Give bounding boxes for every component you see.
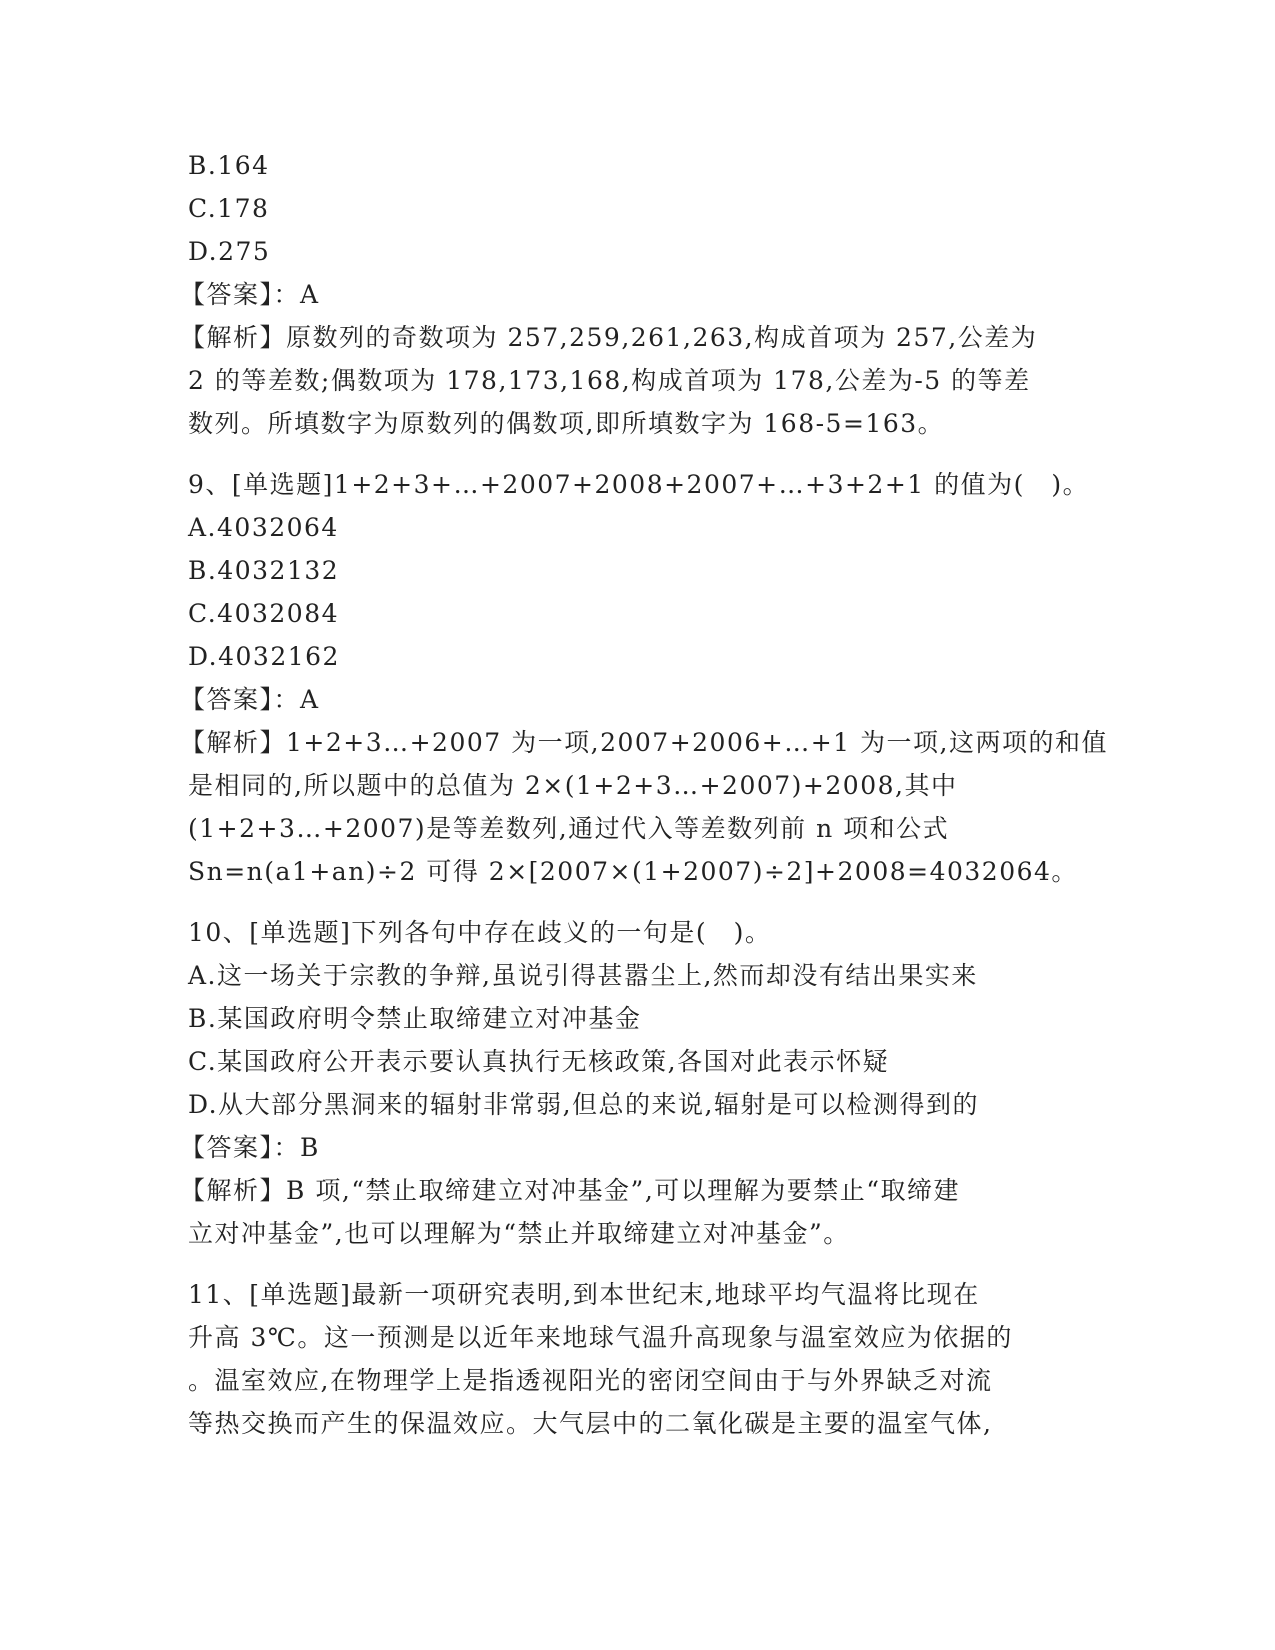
spacer: [188, 893, 1088, 911]
q10-options: [188, 954, 1088, 1126]
q9-analysis: [180, 721, 1108, 893]
q11-question-line: 等热交换而产生的保温效应。大气层中的二氧化碳是主要的温室气体,: [188, 1409, 993, 1438]
q10-option-a: A.这一场关于宗教的争辩,虽说引得甚嚣尘上,然而却没有结出果实来: [188, 961, 978, 990]
q9-option-d: D.4032162: [188, 642, 340, 671]
q11-question: [188, 1273, 1088, 1445]
q9-option-b: B.4032132: [188, 556, 340, 585]
document-page: [180, 144, 1108, 1445]
spacer: [188, 445, 1088, 463]
q9-analysis-line: Sn=n(a1+an)÷2 可得 2×[2007×(1+2007)÷2]+2008=4032064。: [188, 857, 1078, 886]
q8-option-b: B.164: [188, 151, 270, 180]
q8-analysis: [180, 316, 1088, 445]
q8-analysis-line: 【解析】原数列的奇数项为 257,259,261,263,构成首项为 257,公差为: [180, 323, 1038, 352]
q10-question: 10、[单选题]下列各句中存在歧义的一句是( )。: [188, 918, 772, 947]
q10-analysis: [180, 1169, 1088, 1255]
q8-analysis-line: 数列。所填数字为原数列的偶数项,即所填数字为 168-5=163。: [188, 409, 945, 438]
q8-option-d: D.275: [188, 237, 271, 266]
q10-option-b: B.某国政府明令禁止取缔建立对冲基金: [188, 1004, 642, 1033]
spacer: [188, 1255, 1088, 1273]
q9-options: [188, 506, 1088, 678]
q10-answer: 【答案】：B: [180, 1133, 320, 1162]
q8-options: [188, 144, 1088, 273]
q9-analysis-line: 【解析】1+2+3…+2007 为一项,2007+2006+…+1 为一项,这两项的和值: [180, 728, 1108, 757]
q8-analysis-line: 2 的等差数;偶数项为 178,173,168,构成首项为 178,公差为-5 的等差: [188, 366, 1031, 395]
q9-option-a: A.4032064: [188, 513, 339, 542]
q9-option-c: C.4032084: [188, 599, 340, 628]
q9-answer: 【答案】：A: [180, 685, 320, 714]
q10-analysis-line: 【解析】B 项,“禁止取缔建立对冲基金”,可以理解为要禁止“取缔建: [180, 1176, 961, 1205]
q8-option-c: C.178: [188, 194, 270, 223]
q10-option-c: C.某国政府公开表示要认真执行无核政策,各国对此表示怀疑: [188, 1047, 890, 1076]
q10-option-d: D.从大部分黑洞来的辐射非常弱,但总的来说,辐射是可以检测得到的: [188, 1090, 979, 1119]
q9-analysis-line: 是相同的,所以题中的总值为 2×(1+2+3…+2007)+2008,其中: [188, 771, 958, 800]
q8-answer: 【答案】：A: [180, 280, 320, 309]
q11-question-line: 11、[单选题]最新一项研究表明,到本世纪末,地球平均气温将比现在: [188, 1280, 980, 1309]
q9-question: 9、[单选题]1+2+3+…+2007+2008+2007+…+3+2+1 的值为( )。: [188, 470, 1090, 499]
q11-question-line: 。温室效应,在物理学上是指透视阳光的密闭空间由于与外界缺乏对流: [188, 1366, 993, 1395]
q11-question-line: 升高 3℃。这一预测是以近年来地球气温升高现象与温室效应为依据的: [188, 1323, 1013, 1352]
q9-analysis-line: (1+2+3…+2007)是等差数列,通过代入等差数列前 n 项和公式: [188, 814, 950, 843]
q10-analysis-line: 立对冲基金”,也可以理解为“禁止并取缔建立对冲基金”。: [188, 1219, 850, 1248]
